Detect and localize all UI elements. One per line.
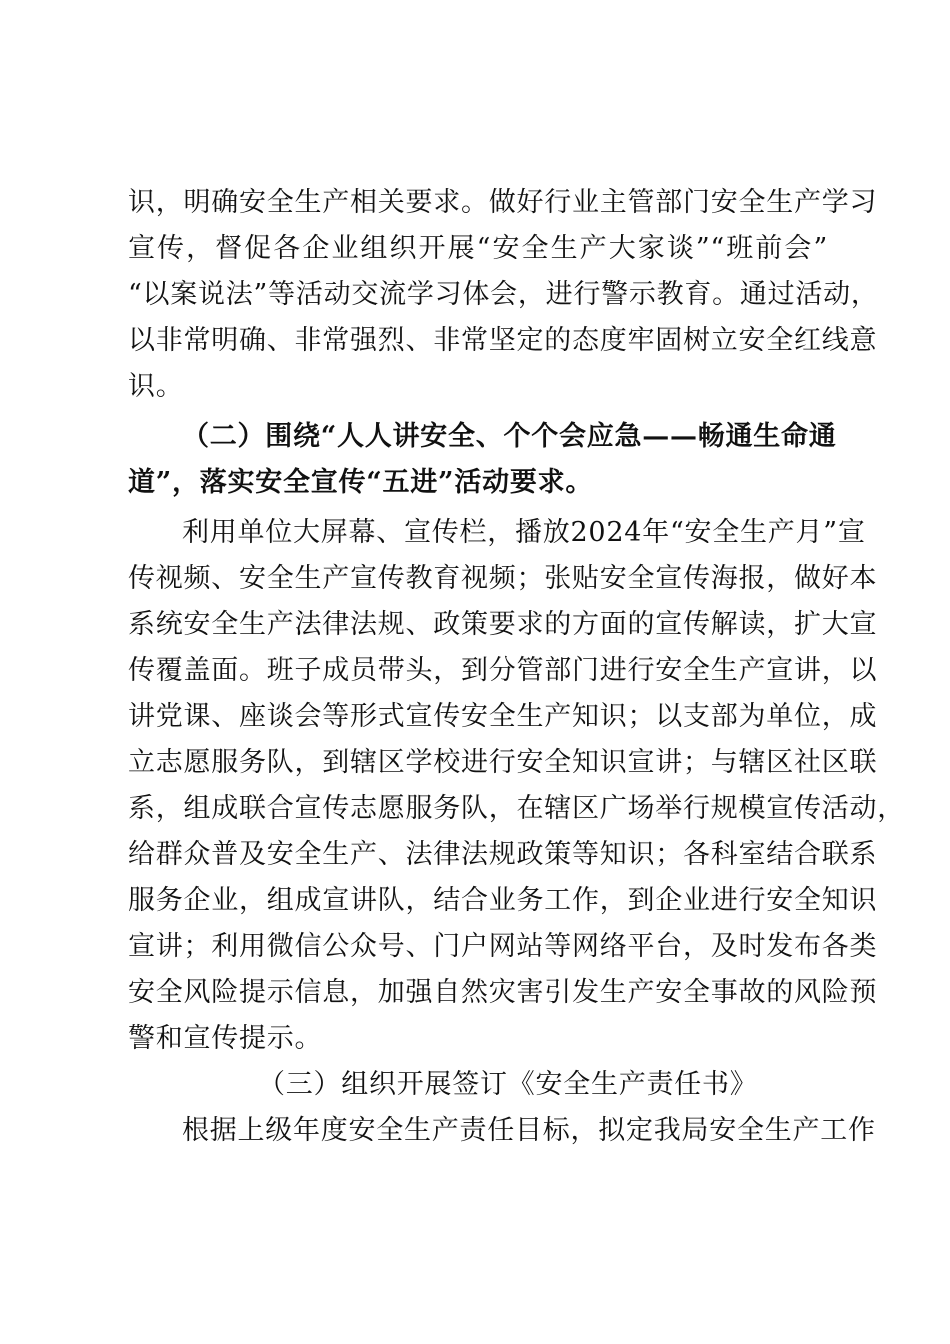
paragraph-1-line-1: 识，明确安全生产相关要求。做好行业主管部门安全生产学习 — [128, 187, 878, 218]
paragraph-2-line-6: 立志愿服务队，到辖区学校进行安全知识宣讲；与辖区社区联 — [128, 747, 878, 778]
paragraph-3-line-1: 根据上级年度安全生产责任目标，拟定我局安全生产工作 — [182, 1115, 876, 1146]
paragraph-1-line-3: “以案说法”等活动交流学习体会，进行警示教育。通过活动， — [128, 279, 879, 310]
paragraph-2-line-7: 系，组成联合宣传志愿服务队，在辖区广场举行规模宣传活动， — [128, 793, 905, 824]
paragraph-2-line-11: 安全风险提示信息，加强自然灾害引发生产安全事故的风险预 — [128, 977, 878, 1008]
paragraph-1-line-4: 以非常明确、非常强烈、非常坚定的态度牢固树立安全红线意 — [128, 325, 878, 356]
paragraph-1-line-5: 识。 — [128, 371, 184, 402]
section-heading-2-line-1: （二）围绕“人人讲安全、个个会应急——畅通生命通 — [182, 421, 837, 452]
paragraph-2-line-10: 宣讲；利用微信公众号、门户网站等网络平台，及时发布各类 — [128, 931, 878, 962]
paragraph-2-line-3: 系统安全生产法律法规、政策要求的方面的宣传解读，扩大宣 — [128, 609, 878, 640]
paragraph-2-line-2: 传视频、安全生产宣传教育视频；张贴安全宣传海报，做好本 — [128, 563, 878, 594]
paragraph-2-line-12: 警和宣传提示。 — [128, 1023, 323, 1054]
paragraph-2-line-4: 传覆盖面。班子成员带头，到分管部门进行安全生产宣讲，以 — [128, 655, 878, 686]
paragraph-2-line-9: 服务企业，组成宣讲队，结合业务工作，到企业进行安全知识 — [128, 885, 878, 916]
section-heading-2-line-2: 道”，落实安全宣传“五进”活动要求。 — [128, 467, 594, 498]
paragraph-2-line-5: 讲党课、座谈会等形式宣传安全生产知识；以支部为单位，成 — [128, 701, 878, 732]
paragraph-1-line-2: 宣传，督促各企业组织开展“安全生产大家谈”“班前会” — [128, 233, 828, 264]
paragraph-2-line-8: 给群众普及安全生产、法律法规政策等知识；各科室结合联系 — [128, 839, 878, 870]
paragraph-2-line-1: 利用单位大屏幕、宣传栏，播放2024年“安全生产月”宣 — [182, 517, 866, 548]
section-heading-3: （三）组织开展签订《安全生产责任书》 — [258, 1069, 758, 1100]
